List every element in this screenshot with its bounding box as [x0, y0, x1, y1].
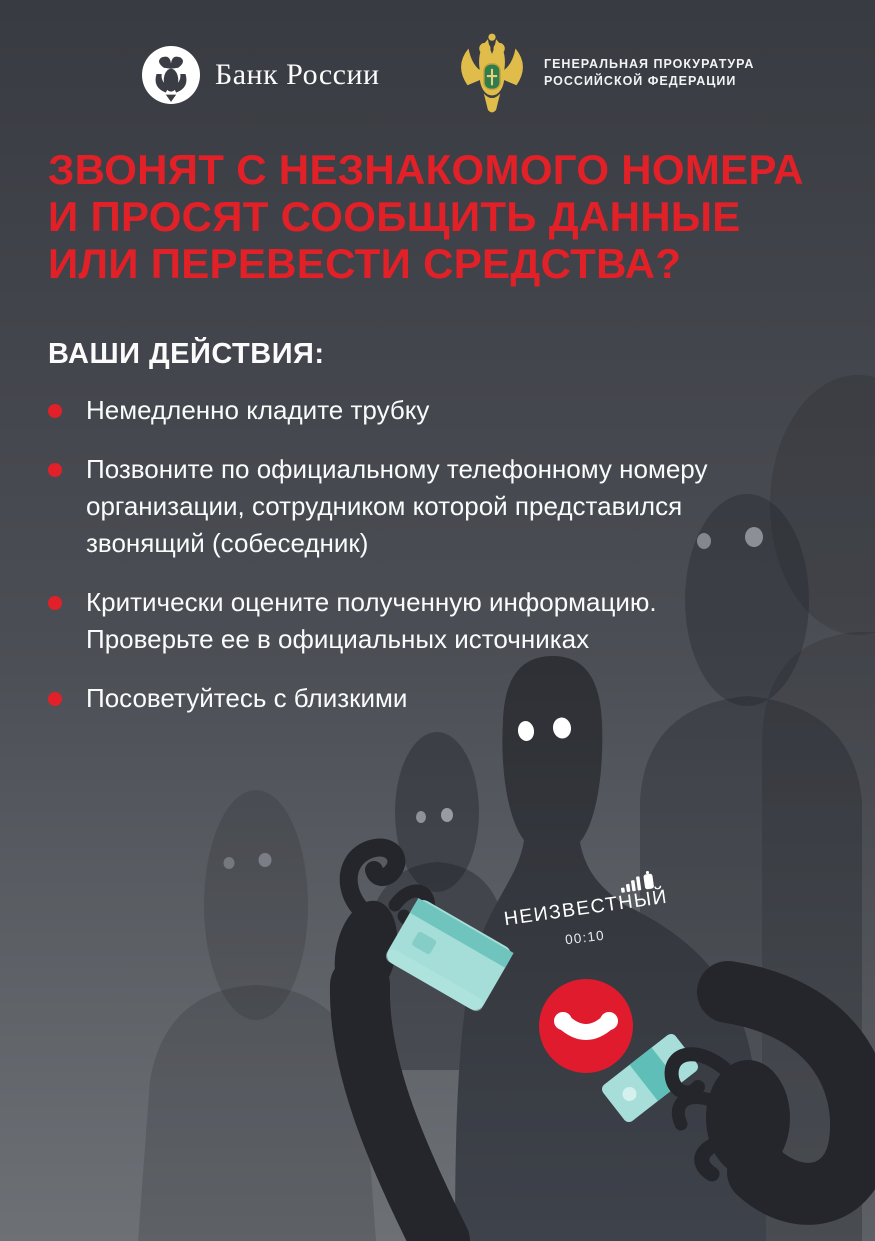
headline-line: И ПРОСЯТ СООБЩИТЬ ДАННЫЕ	[48, 193, 741, 240]
bullet-dot	[48, 692, 62, 706]
list-item	[48, 451, 788, 562]
bullet-dot	[48, 404, 62, 418]
headline-line: ЗВОНЯТ С НЕЗНАКОМОГО НОМЕРА	[48, 146, 804, 193]
prosecutor-eagle-icon	[456, 28, 528, 118]
action-text: Немедленно кладите трубку	[86, 395, 430, 425]
headline-line: ИЛИ ПЕРЕВЕСТИ СРЕДСТВА?	[48, 240, 682, 287]
call-duration-label: 00:10	[564, 927, 606, 948]
actions-heading: ВАШИ ДЕЙСТВИЯ:	[48, 338, 325, 370]
prosecutor-name-line2: РОССИЙСКОЙ ФЕДЕРАЦИИ	[544, 74, 737, 88]
prosecutor-general-logo	[456, 28, 754, 118]
caller-name-label: НЕИЗВЕСТНЫЙ	[502, 885, 670, 931]
bullet-dot	[48, 463, 62, 477]
actions-list	[48, 392, 788, 739]
bank-of-russia-eagle-icon	[142, 46, 200, 104]
bank-of-russia-logo	[142, 46, 380, 104]
action-text: Позвоните по официальному телефонному номеру организации, сотрудником которой представился звонящий (собеседник)	[86, 454, 708, 558]
action-text: Критически оцените полученную информацию. Проверьте ее в официальных источниках	[86, 587, 657, 654]
action-text: Посоветуйтесь с близкими	[86, 683, 408, 713]
list-item	[48, 680, 788, 717]
bullet-dot	[48, 596, 62, 610]
list-item	[48, 392, 788, 429]
poster-headline	[48, 146, 838, 287]
prosecutor-name-line1: ГЕНЕРАЛЬНАЯ ПРОКУРАТУРА	[544, 57, 755, 71]
prosecutor-general-name	[544, 56, 754, 90]
list-item	[48, 584, 788, 658]
bank-of-russia-name: Банк России	[215, 58, 380, 91]
